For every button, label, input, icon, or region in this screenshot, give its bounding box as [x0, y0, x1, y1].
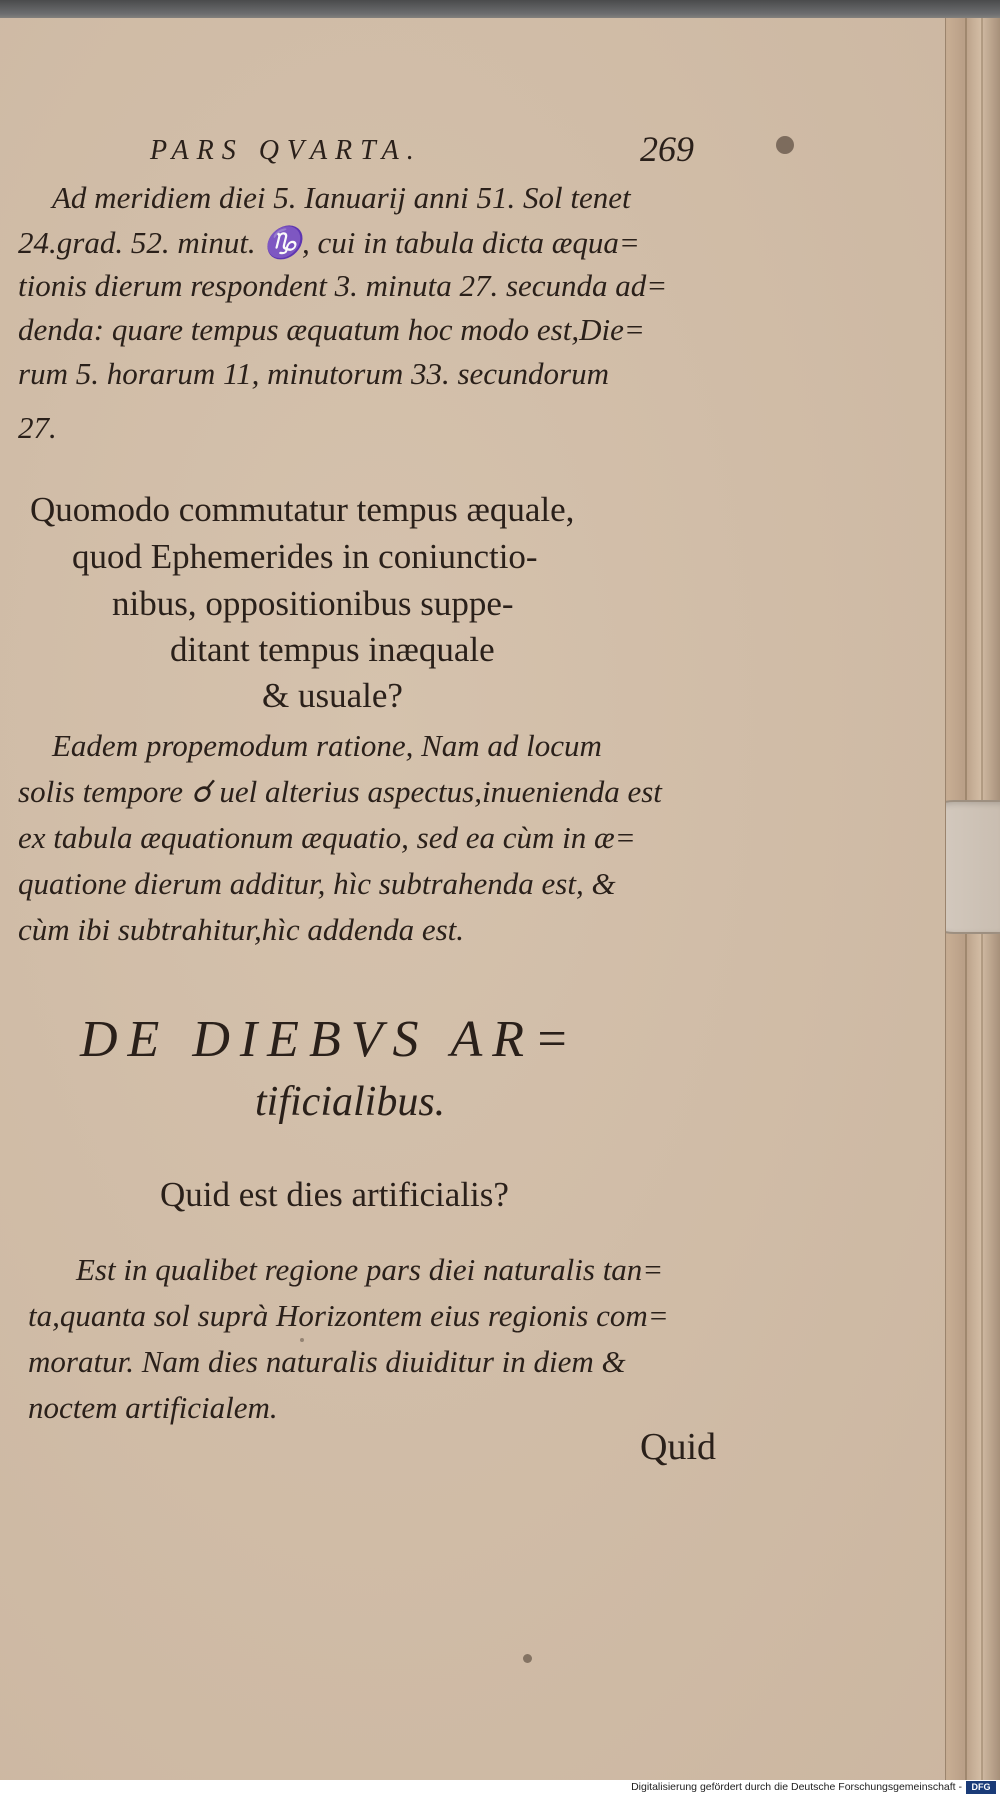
- paragraph-line: Eadem propemodum ratione, Nam ad locum: [52, 728, 602, 763]
- paragraph-line: solis tempore ☌ uel alterius aspectus,inuenienda est: [18, 774, 662, 809]
- paragraph-line: rum 5. horarum 11, minutorum 33. secundorum: [18, 356, 610, 391]
- question-line: Quid est dies artificialis?: [160, 1175, 509, 1214]
- digitization-footer: [0, 1780, 1000, 1796]
- funding-credit: Digitalisierung gefördert durch die Deutsche Forschungsgemeinschaft -: [631, 1781, 962, 1793]
- paragraph-line: moratur. Nam dies naturalis diuiditur in diem &: [28, 1344, 626, 1379]
- question-line: Quomodo commutatur tempus æquale,: [30, 490, 575, 529]
- paragraph-line: quatione dierum additur, hìc subtrahenda est, &: [18, 866, 616, 901]
- scan-top-border: [0, 0, 1000, 20]
- paragraph-line: ex tabula æquationum æquatio, sed ea cùm in æ=: [18, 820, 636, 855]
- ink-spot: [776, 136, 794, 154]
- paragraph-line: ta,quanta sol suprà Horizontem eius regionis com=: [28, 1298, 669, 1333]
- section-heading-continuation: tificialibus.: [255, 1079, 446, 1125]
- running-title: PARS QVARTA.: [150, 135, 422, 166]
- page-number: 269: [640, 129, 694, 169]
- ink-spot: [523, 1654, 532, 1663]
- paragraph-line: tionis dierum respondent 3. minuta 27. secunda ad=: [18, 268, 668, 303]
- section-heading: DE DIEBVS AR=: [80, 1011, 580, 1068]
- catchword: Quid: [640, 1426, 716, 1468]
- ink-spot: [300, 1338, 304, 1342]
- question-line: ditant tempus inæquale: [170, 630, 495, 669]
- question-line: quod Ephemerides in coniunctio-: [72, 537, 538, 576]
- paragraph-line: Est in qualibet regione pars diei naturalis tan=: [76, 1252, 664, 1287]
- question-line: nibus, oppositionibus suppe-: [112, 584, 514, 623]
- paragraph-line: denda: quare tempus æquatum hoc modo est,Die=: [18, 312, 645, 347]
- question-line: & usuale?: [262, 676, 403, 715]
- paragraph-line: 27.: [18, 410, 57, 445]
- paragraph-line: noctem artificialem.: [28, 1390, 278, 1425]
- paragraph-line: Ad meridiem diei 5. Ianuarij anni 51. Sol tenet: [52, 180, 631, 215]
- paragraph-line: cùm ibi subtrahitur,hìc addenda est.: [18, 912, 465, 947]
- paragraph-line: 24.grad. 52. minut. ♑, cui in tabula dicta æqua=: [18, 225, 640, 260]
- dfg-logo: DFG: [966, 1781, 996, 1794]
